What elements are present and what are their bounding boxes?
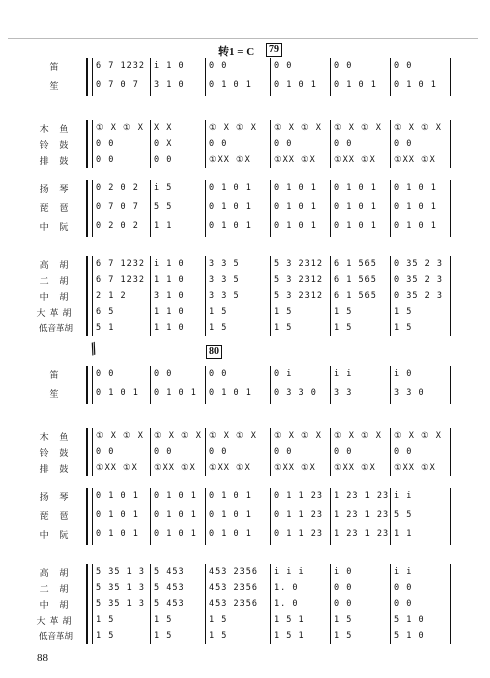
staff-row <box>92 272 470 288</box>
staff-row <box>92 385 470 401</box>
barline <box>270 256 271 336</box>
instrument-label: 笙 <box>49 82 63 92</box>
barline <box>390 180 391 237</box>
measure: 0 0 <box>394 61 413 71</box>
instrument-label: 低音革胡 <box>38 324 73 334</box>
measure: 1 1 0 <box>154 307 185 317</box>
system-separator: // <box>87 339 98 359</box>
barline <box>92 428 93 476</box>
measure: 3 1 0 <box>154 80 185 90</box>
measure: i i <box>334 369 353 379</box>
measure: 5 453 <box>154 599 185 609</box>
barline <box>92 120 93 168</box>
measure: ① X ① X <box>334 431 382 441</box>
measure: 0 1 0 1 <box>154 529 197 539</box>
staff-row <box>92 218 470 234</box>
measure: 0 0 <box>334 583 353 593</box>
barline <box>330 180 331 237</box>
instrument-label: 琵 琶 <box>39 204 73 214</box>
measure: 1 5 <box>209 323 228 333</box>
barline <box>270 58 271 96</box>
measure: 0 0 <box>96 369 115 379</box>
barline <box>150 428 151 476</box>
measure: 1 5 <box>394 323 413 333</box>
measure: 0 1 0 1 <box>394 202 437 212</box>
measure: 1 5 1 <box>274 615 305 625</box>
barline <box>205 256 206 336</box>
staff-row <box>92 507 470 523</box>
barline <box>205 428 206 476</box>
staff-row <box>92 526 470 542</box>
instrument-label: 笛 <box>49 371 63 381</box>
barline <box>205 180 206 237</box>
barline <box>205 120 206 168</box>
barline <box>330 366 331 404</box>
measure: 0 35 2 3 <box>394 291 443 301</box>
staff-row <box>92 136 470 152</box>
staff-row <box>92 77 470 93</box>
measure: 3 3 <box>334 388 353 398</box>
measure: 5 1 <box>96 323 115 333</box>
barline <box>92 180 93 237</box>
measure: 0 1 0 1 <box>274 202 317 212</box>
measure: i 1 0 <box>154 259 185 269</box>
rehearsal-mark-79: 79 <box>266 43 282 57</box>
barline <box>270 488 271 545</box>
barline <box>150 120 151 168</box>
measure: 1 5 <box>154 615 173 625</box>
measure: 0 0 <box>394 139 413 149</box>
staff-row <box>92 304 470 320</box>
barline <box>270 180 271 237</box>
measure: 453 2356 <box>209 583 258 593</box>
measure: 5 453 <box>154 583 185 593</box>
measure: 5 35 1 3 <box>96 567 145 577</box>
measure: 1 5 <box>274 323 293 333</box>
measure: i 1 0 <box>154 61 185 71</box>
instrument-label: 低音革胡 <box>38 632 73 642</box>
measure: 0 1 0 1 <box>209 183 252 193</box>
instrument-label: 高 胡 <box>39 261 73 271</box>
barline <box>390 366 391 404</box>
measure: 5 5 <box>154 202 173 212</box>
measure: 0 0 <box>394 583 413 593</box>
measure: 0 1 1 23 <box>274 510 323 520</box>
measure: 6 1 565 <box>334 259 377 269</box>
barline <box>92 564 93 644</box>
barline <box>450 428 451 476</box>
measure: 0 7 0 7 <box>96 202 139 212</box>
barline <box>450 58 451 96</box>
measure: 0 i <box>274 369 293 379</box>
barline <box>330 256 331 336</box>
measure: ① X ① X <box>96 123 144 133</box>
measure: 3 3 0 <box>394 388 425 398</box>
barline <box>270 120 271 168</box>
measure: 0 0 <box>154 155 173 165</box>
page-number: 88 <box>37 652 48 664</box>
staff-row <box>92 488 470 504</box>
staff-row <box>92 580 470 596</box>
measure: 0 1 0 1 <box>209 221 252 231</box>
barline <box>92 488 93 545</box>
measure: 0 35 2 3 <box>394 259 443 269</box>
measure: 0 0 <box>96 139 115 149</box>
barline <box>270 366 271 404</box>
measure: 0 1 0 1 <box>209 529 252 539</box>
measure: ① X ① X <box>96 431 144 441</box>
instrument-label: 笛 <box>49 63 63 73</box>
measure: 1 5 <box>209 307 228 317</box>
measure: 0 0 <box>209 369 228 379</box>
measure: 1 5 <box>394 307 413 317</box>
staff-row <box>92 256 470 272</box>
measure: 0 0 <box>394 447 413 457</box>
barline <box>270 428 271 476</box>
instrument-label: 排 鼓 <box>39 157 73 167</box>
measure: 0 0 <box>96 155 115 165</box>
measure: 0 1 0 1 <box>334 80 377 90</box>
measure: 5 1 0 <box>394 615 425 625</box>
instrument-label: 高 胡 <box>39 569 73 579</box>
measure: 3 1 0 <box>154 291 185 301</box>
measure: i i <box>394 491 413 501</box>
measure: 0 0 <box>154 369 173 379</box>
measure: ①XX ①X <box>209 463 251 473</box>
measure: 5 5 <box>394 510 413 520</box>
measure: 0 1 0 1 <box>334 221 377 231</box>
instrument-label: 中 阮 <box>39 531 73 541</box>
barline <box>205 366 206 404</box>
measure: 0 1 0 1 <box>96 491 139 501</box>
instrument-label: 木 鱼 <box>39 433 73 443</box>
measure: X X <box>154 123 173 133</box>
measure: 0 35 2 3 <box>394 275 443 285</box>
measure: ①XX ①X <box>274 155 316 165</box>
barline <box>150 256 151 336</box>
measure: ①XX ①X <box>96 463 138 473</box>
measure: 0 1 0 1 <box>96 510 139 520</box>
measure: 453 2356 <box>209 567 258 577</box>
measure: 0 0 <box>394 599 413 609</box>
measure: ① X ① X <box>209 431 257 441</box>
instrument-label: 二 胡 <box>39 585 73 595</box>
instrument-label: 中 阮 <box>39 223 73 233</box>
measure: 0 0 <box>209 139 228 149</box>
measure: i 0 <box>334 567 353 577</box>
measure: 0 0 <box>334 139 353 149</box>
measure: 0 1 0 1 <box>96 388 139 398</box>
measure: 0 X <box>154 139 173 149</box>
measure: 0 1 0 1 <box>334 202 377 212</box>
measure: i i <box>394 567 413 577</box>
barline <box>390 58 391 96</box>
measure: 0 1 0 1 <box>274 80 317 90</box>
measure: 0 1 0 1 <box>209 80 252 90</box>
top-rule <box>8 38 478 39</box>
measure: 1 5 <box>154 631 173 641</box>
measure: 0 0 <box>334 61 353 71</box>
instrument-label: 扬 琴 <box>39 185 73 195</box>
measure: ①XX ①X <box>274 463 316 473</box>
measure: 0 1 0 1 <box>154 510 197 520</box>
instrument-label: 二 胡 <box>39 277 73 287</box>
measure: ① X ① X <box>334 123 382 133</box>
staff-row <box>92 564 470 580</box>
barline <box>390 488 391 545</box>
staff-row <box>92 428 470 444</box>
instrument-label: 大革胡 <box>36 309 76 319</box>
measure: 1 1 0 <box>154 323 185 333</box>
barline <box>150 488 151 545</box>
measure: 1 5 <box>209 615 228 625</box>
barline <box>150 180 151 237</box>
barline <box>92 58 93 96</box>
measure: 0 0 <box>96 447 115 457</box>
measure: 0 1 0 1 <box>274 221 317 231</box>
measure: 5 3 2312 <box>274 291 323 301</box>
barline <box>450 180 451 237</box>
measure: 1. 0 <box>274 599 299 609</box>
instrument-label: 木 鱼 <box>39 125 73 135</box>
measure: 3 3 5 <box>209 259 240 269</box>
staff-row <box>92 199 470 215</box>
measure: 0 0 <box>334 447 353 457</box>
instrument-label: 铃 鼓 <box>39 141 73 151</box>
measure: ① X ① X <box>154 431 202 441</box>
barline <box>150 366 151 404</box>
measure: ① X ① X <box>274 431 322 441</box>
measure: 0 1 0 1 <box>154 491 197 501</box>
rehearsal-mark-80: 80 <box>206 345 222 359</box>
measure: 0 0 <box>274 139 293 149</box>
barline <box>330 488 331 545</box>
measure: 0 7 0 7 <box>96 80 139 90</box>
staff-row <box>92 58 470 74</box>
measure: 0 1 0 1 <box>209 510 252 520</box>
measure: 1 5 <box>334 615 353 625</box>
measure: 5 35 1 3 <box>96 599 145 609</box>
measure: 5 3 2312 <box>274 275 323 285</box>
measure: 6 7 1232 <box>96 259 145 269</box>
measure: 0 1 0 1 <box>394 221 437 231</box>
measure: 0 1 0 1 <box>96 529 139 539</box>
measure: 1 1 <box>394 529 413 539</box>
measure: 453 2356 <box>209 599 258 609</box>
measure: i 5 <box>154 183 173 193</box>
measure: 5 35 1 3 <box>96 583 145 593</box>
measure: 0 3 3 0 <box>274 388 317 398</box>
measure: 6 7 1232 <box>96 61 145 71</box>
measure: 0 1 0 1 <box>154 388 197 398</box>
staff-row <box>92 628 470 644</box>
staff-row <box>92 366 470 382</box>
staff-row <box>92 152 470 168</box>
barline <box>450 120 451 168</box>
measure: 0 1 0 1 <box>209 491 252 501</box>
measure: 1 1 <box>154 221 173 231</box>
measure: 1 5 <box>274 307 293 317</box>
measure: 0 2 0 2 <box>96 221 139 231</box>
measure: i 0 <box>394 369 413 379</box>
barline <box>330 120 331 168</box>
barline <box>150 564 151 644</box>
measure: 5 453 <box>154 567 185 577</box>
measure: 1 5 1 <box>274 631 305 641</box>
measure: 1 5 <box>334 307 353 317</box>
staff-row <box>92 460 470 476</box>
measure: 3 3 5 <box>209 291 240 301</box>
instrument-label: 笙 <box>49 390 63 400</box>
measure: 6 5 <box>96 307 115 317</box>
measure: 1 5 <box>334 631 353 641</box>
measure: 0 0 <box>154 447 173 457</box>
measure: 0 0 <box>274 61 293 71</box>
measure: 3 3 5 <box>209 275 240 285</box>
instrument-label: 中 胡 <box>39 601 73 611</box>
barline <box>390 120 391 168</box>
barline <box>205 564 206 644</box>
measure: 0 1 0 1 <box>394 183 437 193</box>
measure: ①XX ①X <box>334 155 376 165</box>
instrument-label: 大革胡 <box>36 617 76 627</box>
barline <box>205 58 206 96</box>
measure: ①XX ①X <box>154 463 196 473</box>
measure: ① X ① X <box>209 123 257 133</box>
measure: 1 5 <box>334 323 353 333</box>
barline <box>205 488 206 545</box>
barline <box>330 58 331 96</box>
barline <box>450 366 451 404</box>
measure: 0 0 <box>209 447 228 457</box>
measure: 1. 0 <box>274 583 299 593</box>
measure: ① X ① X <box>394 431 442 441</box>
measure: 1 1 0 <box>154 275 185 285</box>
staff-row <box>92 120 470 136</box>
instrument-label: 铃 鼓 <box>39 449 73 459</box>
measure: 0 1 1 23 <box>274 491 323 501</box>
measure: 1 5 <box>209 631 228 641</box>
barline <box>450 256 451 336</box>
measure: 0 1 0 1 <box>274 183 317 193</box>
measure: 0 0 <box>334 599 353 609</box>
measure: 1 5 <box>96 615 115 625</box>
measure: ①XX ①X <box>394 463 436 473</box>
instrument-label: 扬 琴 <box>39 493 73 503</box>
staff-row <box>92 612 470 628</box>
measure: 0 1 0 1 <box>209 388 252 398</box>
barline <box>450 488 451 545</box>
key-signature: 转1 = C <box>218 46 255 58</box>
staff-row <box>92 320 470 336</box>
staff-row <box>92 180 470 196</box>
measure: 0 1 0 1 <box>334 183 377 193</box>
measure: ①XX ①X <box>334 463 376 473</box>
measure: ①XX ①X <box>394 155 436 165</box>
measure: 0 0 <box>209 61 228 71</box>
measure: 0 1 1 23 <box>274 529 323 539</box>
staff-row <box>92 444 470 460</box>
barline <box>330 564 331 644</box>
barline <box>390 564 391 644</box>
barline <box>450 564 451 644</box>
barline <box>92 256 93 336</box>
measure: 2 1 2 <box>96 291 127 301</box>
measure: 1 5 <box>96 631 115 641</box>
measure: 0 0 <box>274 447 293 457</box>
instrument-label: 排 鼓 <box>39 465 73 475</box>
measure: ① X ① X <box>394 123 442 133</box>
staff-row <box>92 288 470 304</box>
measure: 1 23 1 23 <box>334 510 390 520</box>
staff-row <box>92 596 470 612</box>
instrument-label: 琵 琶 <box>39 512 73 522</box>
measure: ① X ① X <box>274 123 322 133</box>
instrument-label: 中 胡 <box>39 293 73 303</box>
measure: ①XX ①X <box>209 155 251 165</box>
measure: 6 1 565 <box>334 291 377 301</box>
barline <box>330 428 331 476</box>
measure: 5 3 2312 <box>274 259 323 269</box>
measure: 1 23 1 23 <box>334 491 390 501</box>
barline <box>150 58 151 96</box>
measure: 0 1 0 1 <box>394 80 437 90</box>
measure: 0 2 0 2 <box>96 183 139 193</box>
measure: i i i <box>274 567 305 577</box>
barline <box>390 256 391 336</box>
measure: 6 1 565 <box>334 275 377 285</box>
measure: 0 1 0 1 <box>209 202 252 212</box>
measure: 6 7 1232 <box>96 275 145 285</box>
barline <box>390 428 391 476</box>
measure: 5 1 0 <box>394 631 425 641</box>
barline <box>270 564 271 644</box>
measure: 1 23 1 23 <box>334 529 390 539</box>
barline <box>92 366 93 404</box>
